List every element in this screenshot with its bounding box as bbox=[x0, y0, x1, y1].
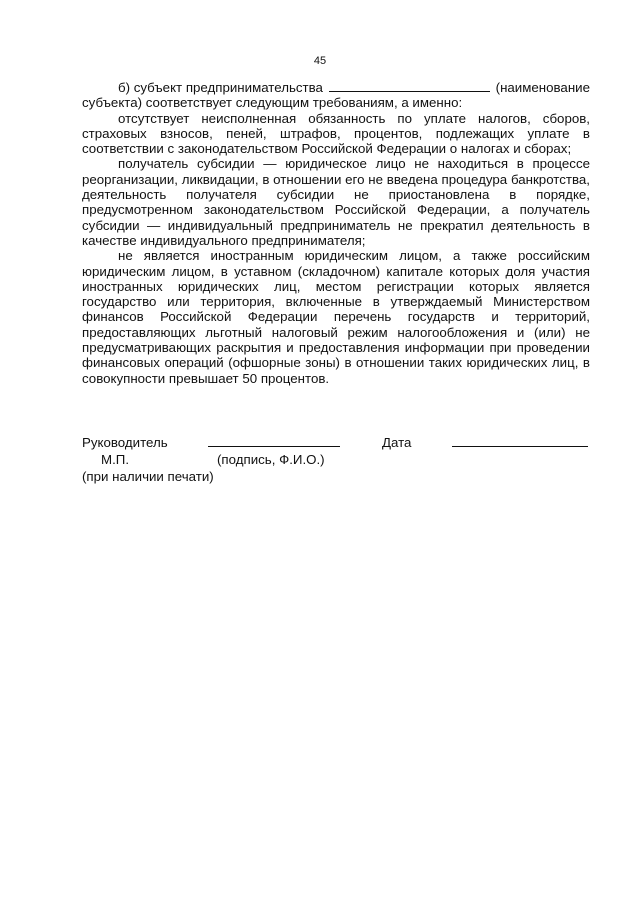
requirement-paragraph: не является иностранным юридическим лицом, а также российским юридическим лицом, в уставном (складочном) капитале которых доля участия иностранных юридических лиц, местом регистрации которых является государство или территория, включенные в утверждаемый Министерством финансов Российской Федерации перечень государств и территорий, предоставляющих льготный налоговый режим налогообложения и (или) не предусматривающих раскрытия и предоставления информации при проведении финансовых операций (офшорные зоны) в отношении таких юридических лиц, в совокупности превышает 50 процентов. bbox=[82, 248, 590, 386]
page-number: 45 bbox=[313, 55, 327, 67]
stamp-label: М.П. bbox=[101, 452, 130, 467]
date-label: Дата bbox=[382, 435, 412, 450]
item-b-prefix: б) субъект предпринимательства bbox=[118, 80, 323, 95]
subject-name-blank bbox=[329, 80, 490, 92]
item-b-first-line bbox=[82, 80, 590, 95]
stamp-note: (при наличии печати) bbox=[82, 469, 214, 484]
document-body bbox=[82, 80, 590, 386]
item-b-suffix: (наименование bbox=[495, 80, 590, 95]
signature-caption: (подпись, Ф.И.О.) bbox=[217, 452, 325, 467]
date-line bbox=[452, 446, 588, 447]
requirement-paragraph: получатель субсидии — юридическое лицо не находиться в процессе реорганизации, ликвидации, в отношении его не введена процедура банкротства, деятельность получателя субсидии не приостановлена в порядке, предусмотренном законодательством Российской Федерации, а получатель субсидии — индивидуальный предприниматель не прекратил деятельность в качестве индивидуального предпринимателя; bbox=[82, 156, 590, 248]
signature-line bbox=[208, 446, 340, 447]
requirement-paragraph: отсутствует неисполненная обязанность по уплате налогов, сборов, страховых взносов, пеней, штрафов, процентов, подлежащих уплате в соответствии с законодательством Российской Федерации о налогах и сборах; bbox=[82, 110, 590, 157]
item-b-continuation: субъекта) соответствует следующим требованиям, а именно: bbox=[82, 95, 463, 111]
head-label: Руководитель bbox=[82, 435, 168, 450]
